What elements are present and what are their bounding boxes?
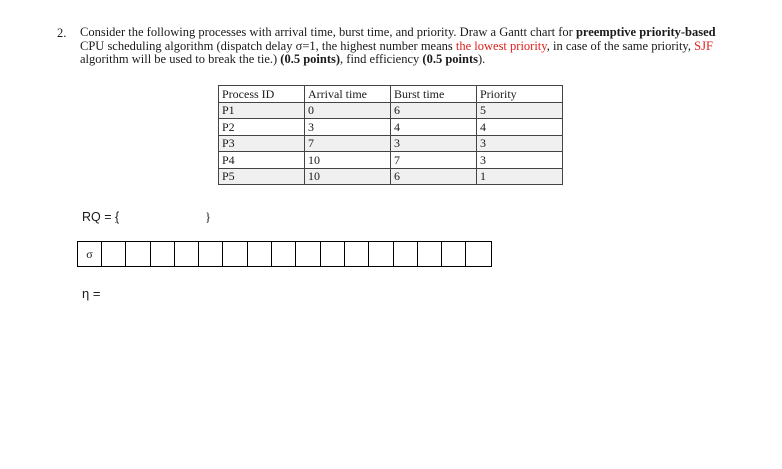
gantt-dispatch-cell: σ	[78, 242, 102, 266]
ready-queue-label	[82, 210, 119, 224]
gantt-cell[interactable]	[126, 242, 150, 266]
rq-open-brace: {	[115, 210, 120, 224]
table-row	[219, 168, 563, 185]
gantt-cell[interactable]	[394, 242, 418, 266]
header-priority: Priority	[477, 86, 563, 103]
cell: P3	[219, 135, 305, 152]
question-text-2b: , in case of the same priority,	[546, 38, 695, 53]
question-text-2a: CPU scheduling algorithm (dispatch delay σ=1, the highest number means	[80, 38, 456, 53]
question-number: 2.	[57, 26, 67, 40]
question-text-3d: (0.5 points	[422, 52, 478, 66]
cell: P4	[219, 152, 305, 169]
gantt-cell[interactable]	[175, 242, 199, 266]
cell: 5	[477, 102, 563, 119]
question-text-1b: preemptive priority-based	[575, 25, 716, 39]
cell: 3	[305, 119, 391, 136]
rq-label: RQ =	[82, 210, 115, 224]
cell: 6	[391, 102, 477, 119]
cell: 3	[477, 152, 563, 169]
gantt-cell[interactable]	[418, 242, 442, 266]
table-row	[219, 102, 563, 119]
cell: 7	[305, 135, 391, 152]
cell: 4	[391, 119, 477, 136]
cell: 6	[391, 168, 477, 185]
cell: 10	[305, 168, 391, 185]
question-text	[80, 26, 770, 67]
gantt-cell[interactable]	[321, 242, 345, 266]
table-header-row	[219, 86, 563, 103]
gantt-cell[interactable]	[102, 242, 126, 266]
cell: P5	[219, 168, 305, 185]
gantt-cell[interactable]	[442, 242, 466, 266]
gantt-cell[interactable]	[151, 242, 175, 266]
header-burst-time: Burst time	[391, 86, 477, 103]
question-text-2red1: the lowest priority	[455, 38, 547, 53]
gantt-cell[interactable]	[369, 242, 393, 266]
header-process-id: Process ID	[219, 86, 305, 103]
table-row	[219, 119, 563, 136]
rq-close-brace: }	[205, 210, 211, 224]
cell: 0	[305, 102, 391, 119]
cell: 3	[477, 135, 563, 152]
gantt-cell[interactable]	[248, 242, 272, 266]
cell: 7	[391, 152, 477, 169]
question-text-3a: algorithm will be used to break the tie.)	[80, 52, 281, 66]
question-text-2red2: SJF	[694, 38, 713, 53]
table-row	[219, 152, 563, 169]
cell: P1	[219, 102, 305, 119]
gantt-cell[interactable]	[199, 242, 223, 266]
table-row	[219, 135, 563, 152]
gantt-cell[interactable]	[296, 242, 320, 266]
header-arrival-time: Arrival time	[305, 86, 391, 103]
process-table	[218, 85, 563, 185]
question-text-3c: , find efficiency	[340, 52, 423, 66]
gantt-cell[interactable]	[223, 242, 247, 266]
cell: 3	[391, 135, 477, 152]
gantt-cell[interactable]	[345, 242, 369, 266]
gantt-cell[interactable]	[466, 242, 490, 266]
cell: P2	[219, 119, 305, 136]
cell: 1	[477, 168, 563, 185]
gantt-chart	[77, 241, 492, 267]
cell: 10	[305, 152, 391, 169]
question-text-1a: Consider the following processes with arrival time, burst time, and priority. Draw a Gantt chart for	[80, 25, 576, 39]
efficiency-label: η =	[82, 286, 101, 301]
cell: 4	[477, 119, 563, 136]
question-text-3e: ).	[477, 52, 486, 66]
question-text-3b: (0.5 points)	[280, 52, 341, 66]
gantt-cell[interactable]	[272, 242, 296, 266]
